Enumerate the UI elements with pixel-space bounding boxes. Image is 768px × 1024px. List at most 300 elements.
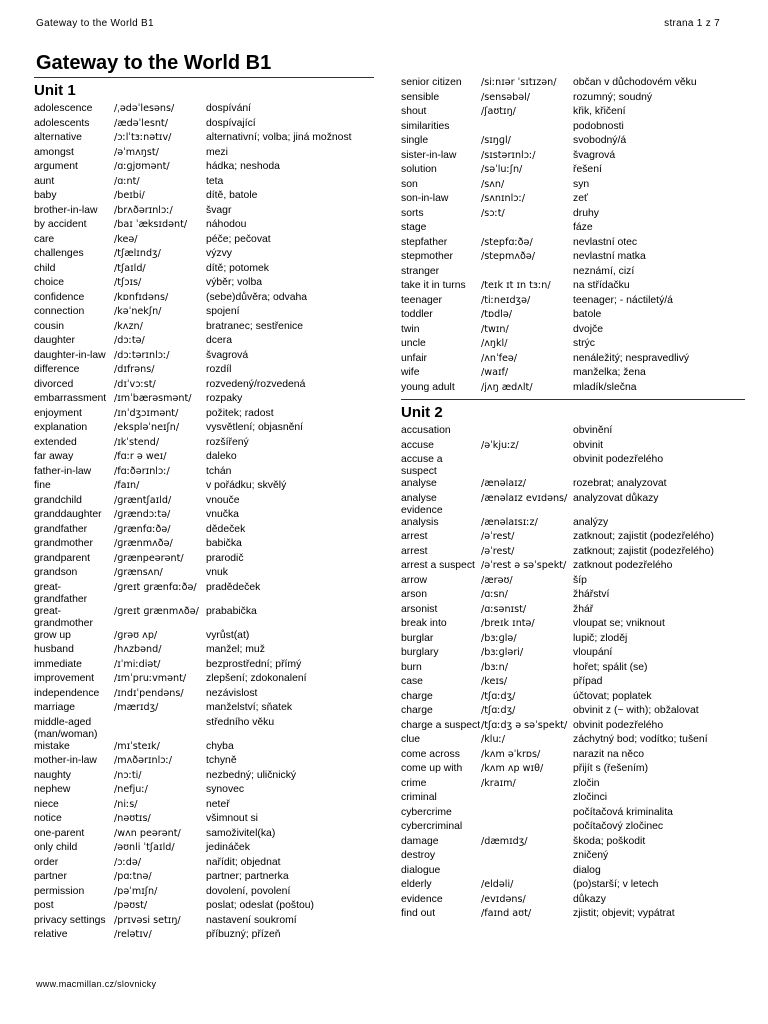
czech-meaning: požitek; radost	[206, 407, 274, 419]
vocabulary-entry	[401, 589, 745, 604]
pronunciation: /prɪvəsi setɪŋ/	[114, 914, 181, 926]
pronunciation: /kɒnfɪdəns/	[114, 291, 169, 303]
vocabulary-entry	[401, 324, 745, 339]
vocabulary-word: explanation	[34, 422, 88, 433]
vocabulary-entry	[401, 106, 745, 121]
pronunciation: /ɪndɪˈpendəns/	[114, 687, 184, 699]
pronunciation: /tʃɑːdʒ ə səˈspekt/	[481, 719, 568, 731]
czech-meaning: dědeček	[206, 523, 246, 535]
czech-meaning: švagr	[206, 204, 232, 216]
vocabulary-word: accusation	[401, 425, 451, 436]
vocabulary-word: grandparent	[34, 552, 91, 564]
vocabulary-entry	[34, 480, 374, 495]
pronunciation: /mærɪdʒ/	[114, 702, 159, 713]
vocabulary-word: argument	[34, 161, 78, 172]
pronunciation: /ɑːɡjʊmənt/	[114, 161, 170, 172]
vocabulary-entry	[34, 871, 374, 886]
vocabulary-entry	[401, 763, 745, 778]
pronunciation: /ekspləˈneɪʃn/	[114, 422, 180, 433]
czech-meaning: strýc	[573, 338, 595, 349]
vocabulary-word: charge	[401, 690, 433, 702]
vocabulary-entry	[34, 606, 374, 630]
vocabulary-word: father-in-law	[34, 465, 92, 477]
pronunciation: /ɑːnt/	[114, 175, 140, 187]
czech-meaning: dialog	[573, 864, 601, 876]
vocabulary-entry	[34, 886, 374, 901]
czech-meaning: teenager; - náctiletý/á	[573, 294, 673, 306]
vocabulary-entry	[401, 749, 745, 764]
vocabulary-entry	[34, 842, 374, 857]
czech-meaning: nevlastní otec	[573, 236, 638, 248]
vocabulary-word: fine	[34, 480, 51, 491]
vocabulary-word: sorts	[401, 207, 424, 219]
vocabulary-entry	[401, 720, 745, 735]
vocabulary-entry	[34, 538, 374, 553]
pronunciation: /sɔːt/	[481, 207, 505, 219]
pronunciation: /dɔːtə/	[114, 335, 145, 346]
vocabulary-word: challenges	[34, 248, 84, 259]
czech-meaning: náhodou	[206, 219, 247, 230]
pronunciation: /nəʊtɪs/	[114, 813, 151, 824]
vocabulary-word: stranger	[401, 265, 440, 277]
vocabulary-word: nephew	[34, 784, 71, 795]
pronunciation: /tʃaɪld/	[114, 262, 146, 274]
pronunciation: /tʃælɪndʒ/	[114, 248, 161, 259]
czech-meaning: manželství; sňatek	[206, 702, 293, 713]
vocabulary-word: grow up	[34, 629, 71, 641]
vocabulary-word: find out	[401, 908, 436, 919]
vocabulary-word: only child	[34, 842, 78, 853]
vocabulary-entry	[34, 451, 374, 466]
vocabulary-entry	[34, 929, 374, 944]
pronunciation: /əˈkjuːz/	[481, 439, 519, 451]
vocabulary-entry	[34, 755, 374, 770]
vocabulary-word: immediate	[34, 658, 82, 670]
vocabulary-entry	[401, 164, 745, 179]
vocabulary-entry	[34, 524, 374, 539]
vocabulary-entry	[34, 205, 374, 220]
vocabulary-word: far away	[34, 451, 74, 462]
czech-meaning: (sebe)důvěra; odvaha	[206, 291, 308, 303]
czech-meaning: obvinit podezřelého	[573, 454, 664, 465]
vocabulary-entry	[401, 792, 745, 807]
vocabulary-word: burglary	[401, 647, 439, 658]
czech-meaning: rozdíl	[206, 364, 232, 375]
czech-meaning: záchytný bod; vodítko; tušení	[573, 734, 708, 745]
pronunciation: /stepmʌðə/	[481, 251, 536, 262]
czech-meaning: vnuk	[206, 567, 228, 578]
vocabulary-word: cybercriminal	[401, 821, 463, 832]
vocabulary-entry	[34, 292, 374, 307]
vocabulary-entry	[401, 222, 745, 237]
vocabulary-entry	[401, 618, 745, 633]
pronunciation: /faɪn/	[114, 480, 140, 491]
vocabulary-word: grandmother	[34, 538, 93, 549]
pronunciation: /ɡreɪt ɡrænfɑːðə/	[114, 581, 197, 593]
pronunciation: /mʌðərɪnlɔː/	[114, 755, 173, 766]
czech-meaning: mladík/slečna	[573, 381, 637, 393]
vocabulary-entry	[34, 857, 374, 872]
czech-meaning: přijít s (řešením)	[573, 763, 649, 774]
pronunciation: /twɪn/	[481, 323, 509, 335]
czech-meaning: bratranec; sestřenice	[206, 320, 304, 332]
vocabulary-word: burn	[401, 661, 422, 673]
czech-meaning: bezprostřední; přímý	[206, 658, 302, 670]
pronunciation: /baɪ ˈæksɪdənt/	[114, 219, 188, 230]
pronunciation: /dɔːtərɪnlɔː/	[114, 349, 170, 361]
vocabulary-entry	[34, 466, 374, 481]
pronunciation: /tiːneɪdʒə/	[481, 294, 531, 306]
czech-meaning: partner; partnerka	[206, 871, 289, 882]
czech-meaning: neznámí, cizí	[573, 265, 635, 277]
czech-meaning: řešení	[573, 164, 602, 175]
vocabulary-entry	[34, 176, 374, 191]
vocabulary-entry	[34, 741, 374, 756]
vocabulary-word: arrest	[401, 531, 428, 542]
czech-meaning: obvinit	[573, 439, 604, 451]
czech-meaning: počítačová kriminalita	[573, 806, 673, 818]
czech-meaning: důkazy	[573, 893, 606, 905]
vocabulary-entry	[401, 440, 745, 455]
czech-meaning: rozšířený	[206, 436, 249, 448]
vocabulary-entry	[34, 248, 374, 263]
czech-meaning: jedináček	[206, 842, 250, 853]
czech-meaning: manželka; žena	[573, 367, 646, 378]
czech-meaning: poslat; odeslat (poštou)	[206, 900, 315, 911]
czech-meaning: synovec	[206, 784, 245, 795]
vocabulary-word: great-grandmother	[34, 605, 93, 629]
pronunciation: /ænəlaɪz/	[481, 478, 527, 489]
vocabulary-entry	[34, 408, 374, 423]
czech-meaning: obvinit podezřelého	[573, 719, 664, 731]
vocabulary-entry	[34, 437, 374, 452]
pronunciation: /ɡrænfɑːðə/	[114, 523, 171, 535]
vocabulary-entry	[401, 367, 745, 382]
vocabulary-word: charge	[401, 705, 433, 716]
vocabulary-entry	[401, 493, 745, 517]
vocabulary-entry	[34, 567, 374, 582]
vocabulary-word: evidence	[401, 893, 443, 905]
czech-meaning: počítačový zločinec	[573, 821, 664, 832]
vocabulary-word: toddler	[401, 309, 433, 320]
czech-meaning: obvinění	[573, 425, 613, 436]
footer-url[interactable]: www.macmillan.cz/slovnicky	[36, 979, 157, 989]
pronunciation: /pəˈmɪʃn/	[114, 885, 158, 897]
vocabulary-entry	[34, 582, 374, 606]
vocabulary-entry	[401, 280, 745, 295]
czech-meaning: vnouče	[206, 494, 240, 506]
vocabulary-entry	[34, 630, 374, 645]
pronunciation: /nefjuː/	[114, 784, 148, 795]
czech-meaning: pradědeček	[206, 581, 261, 593]
czech-meaning: škoda; poškodit	[573, 835, 646, 847]
unit-heading: Unit 1	[34, 77, 374, 102]
vocabulary-entry	[401, 633, 745, 648]
vocabulary-word: accuse	[401, 439, 434, 451]
czech-meaning: zatknout; zajistit (podezřelého)	[573, 531, 714, 542]
vocabulary-entry	[401, 135, 745, 150]
vocabulary-entry	[34, 161, 374, 176]
vocabulary-entry	[401, 338, 745, 353]
vocabulary-word: crime	[401, 777, 427, 789]
vocabulary-entry	[401, 676, 745, 691]
vocabulary-word: unfair	[401, 352, 427, 364]
pronunciation: /keə/	[114, 233, 138, 245]
pronunciation: /ænəlaɪsɪːz/	[481, 516, 538, 528]
vocabulary-entry	[401, 850, 745, 865]
vocabulary-entry	[401, 237, 745, 252]
czech-meaning: spojení	[206, 306, 240, 317]
vocabulary-word: granddaughter	[34, 509, 102, 520]
pronunciation: /ʌnˈfeə/	[481, 352, 518, 364]
pronunciation: /fɑːr ə weɪ/	[114, 451, 167, 462]
vocabulary-entry	[401, 478, 745, 493]
czech-meaning: zjistit; objevit; vypátrat	[573, 908, 675, 919]
vocabulary-word: marriage	[34, 702, 75, 713]
vocabulary-entry	[401, 575, 745, 590]
czech-meaning: vloupat se; vniknout	[573, 618, 665, 629]
vocabulary-word: accuse a suspect	[401, 454, 443, 477]
czech-meaning: vyrůst(at)	[206, 629, 250, 641]
vocabulary-word: wife	[401, 367, 420, 378]
vocabulary-word: naughty	[34, 769, 71, 781]
czech-meaning: analyzovat důkazy	[573, 492, 659, 504]
vocabulary-word: mistake	[34, 740, 70, 752]
vocabulary-entry	[34, 234, 374, 249]
vocabulary-entry	[34, 659, 374, 674]
pronunciation: /bɜːɡləri/	[481, 647, 524, 658]
pronunciation: /wʌn peərənt/	[114, 827, 181, 839]
vocabulary-entry	[401, 734, 745, 749]
unit-heading: Unit 2	[401, 399, 745, 424]
czech-meaning: rozvedený/rozvedená	[206, 378, 306, 390]
czech-meaning: žhářství	[573, 589, 610, 600]
vocabulary-word: alternative	[34, 132, 82, 143]
pronunciation: /tʃɑːdʒ/	[481, 705, 516, 716]
czech-meaning: (po)starší; v letech	[573, 879, 659, 890]
vocabulary-word: arsonist	[401, 603, 438, 615]
vocabulary-entry	[34, 509, 374, 524]
czech-meaning: dítě; potomek	[206, 262, 269, 274]
pronunciation: /ɡrændɔːtə/	[114, 509, 171, 520]
vocabulary-word: independence	[34, 687, 100, 699]
vocabulary-word: adolescents	[34, 117, 90, 129]
pronunciation: /ænəlaɪz evɪdəns/	[481, 492, 568, 504]
czech-meaning: rozpaky	[206, 393, 243, 404]
vocabulary-word: teenager	[401, 294, 443, 306]
vocabulary-entry	[34, 688, 374, 703]
czech-meaning: nezávislost	[206, 687, 258, 699]
vocabulary-word: permission	[34, 885, 85, 897]
vocabulary-entry	[34, 799, 374, 814]
vocabulary-word: brother-in-law	[34, 204, 98, 216]
vocabulary-entry	[401, 778, 745, 793]
czech-meaning: mezi	[206, 146, 228, 158]
vocabulary-entry	[401, 807, 745, 822]
vocabulary-word: cybercrime	[401, 806, 452, 818]
czech-meaning: případ	[573, 676, 603, 687]
vocabulary-word: stepmother	[401, 251, 453, 262]
pronunciation: /niːs/	[114, 798, 138, 810]
czech-meaning: hádka; neshoda	[206, 161, 280, 172]
vocabulary-word: improvement	[34, 673, 95, 684]
pronunciation: /ɔːdə/	[114, 856, 141, 868]
czech-meaning: zničený	[573, 850, 609, 861]
czech-meaning: rozumný; soudný	[573, 91, 653, 103]
czech-meaning: dovolení, povolení	[206, 885, 291, 897]
vocabulary-entry	[34, 379, 374, 394]
pronunciation: /pɑːtnə/	[114, 871, 152, 882]
pronunciation: /stepfɑːðə/	[481, 236, 533, 248]
pronunciation: /ʌŋkl/	[481, 338, 508, 349]
vocabulary-entry	[401, 121, 745, 136]
pronunciation: /nɔːti/	[114, 769, 142, 781]
vocabulary-entry	[34, 915, 374, 930]
vocabulary-word: partner	[34, 871, 67, 882]
pronunciation: /kʌzn/	[114, 320, 143, 332]
vocabulary-entry	[401, 604, 745, 619]
vocabulary-word: extended	[34, 436, 77, 448]
vocabulary-word: destroy	[401, 850, 436, 861]
czech-meaning: švagrová	[573, 149, 616, 161]
czech-meaning: středního věku	[206, 716, 275, 728]
vocabulary-entry	[34, 350, 374, 365]
pronunciation: /sʌn/	[481, 178, 505, 190]
vocabulary-word: stepfather	[401, 236, 448, 248]
vocabulary-entry	[401, 647, 745, 662]
vocabulary-word: care	[34, 233, 55, 245]
czech-meaning: samoživitel(ka)	[206, 827, 276, 839]
czech-meaning: alternativní; volba; jiná možnost	[206, 132, 352, 143]
czech-meaning: vnučka	[206, 509, 239, 520]
vocabulary-entry	[401, 77, 745, 92]
czech-meaning: tchyně	[206, 755, 237, 766]
czech-meaning: příbuzný; přízeň	[206, 929, 281, 940]
vocabulary-word: case	[401, 676, 423, 687]
vocabulary-entry	[34, 321, 374, 336]
pronunciation: /ɪˈmiːdiət/	[114, 658, 161, 670]
vocabulary-entry	[401, 382, 745, 397]
vocabulary-word: daughter-in-law	[34, 349, 106, 361]
pronunciation: /ɔːlˈtɜːnətɪv/	[114, 132, 172, 143]
czech-meaning: všimnout si	[206, 813, 258, 824]
czech-meaning: babička	[206, 538, 242, 549]
vocabulary-entry	[401, 266, 745, 281]
vocabulary-word: analyse evidence	[401, 492, 443, 516]
vocabulary-entry	[34, 770, 374, 785]
vocabulary-entry	[401, 821, 745, 836]
pronunciation: /beɪbi/	[114, 190, 145, 201]
pronunciation: /tɒdlə/	[481, 309, 512, 320]
vocabulary-word: niece	[34, 798, 59, 810]
pronunciation: /jʌŋ ædʌlt/	[481, 381, 533, 393]
czech-meaning: výběr; volba	[206, 277, 263, 288]
vocabulary-word: twin	[401, 323, 420, 335]
pronunciation: /əʊnli ˈtʃaɪld/	[114, 842, 175, 853]
vocabulary-entry	[401, 179, 745, 194]
czech-meaning: zatknout; zajistit (podezřelého)	[573, 545, 714, 557]
czech-meaning: svobodný/á	[573, 135, 627, 146]
vocabulary-word: child	[34, 262, 56, 274]
vocabulary-entry	[401, 879, 745, 894]
czech-meaning: narazit na něco	[573, 748, 645, 760]
vocabulary-word: similarities	[401, 120, 450, 132]
vocabulary-word: divorced	[34, 378, 74, 390]
pronunciation: /ɑːsn/	[481, 589, 508, 600]
vocabulary-column-right	[401, 77, 745, 923]
czech-meaning: zločin	[573, 777, 600, 789]
vocabulary-entry	[34, 644, 374, 659]
czech-meaning: fáze	[573, 222, 593, 233]
czech-meaning: nařídit; objednat	[206, 856, 281, 868]
czech-meaning: manžel; muž	[206, 644, 265, 655]
vocabulary-entry	[401, 908, 745, 923]
vocabulary-word: stage	[401, 222, 427, 233]
vocabulary-entry	[401, 546, 745, 561]
vocabulary-entry	[34, 784, 374, 799]
vocabulary-word: sensible	[401, 91, 440, 103]
czech-meaning: výzvy	[206, 248, 232, 259]
vocabulary-entry	[34, 813, 374, 828]
vocabulary-entry	[34, 495, 374, 510]
vocabulary-word: grandson	[34, 567, 78, 578]
czech-meaning: dítě, batole	[206, 190, 258, 201]
page-title: Gateway to the World B1	[36, 52, 272, 74]
vocabulary-entry	[34, 702, 374, 717]
vocabulary-word: arrow	[401, 574, 427, 586]
vocabulary-word: choice	[34, 277, 65, 288]
vocabulary-word: privacy settings	[34, 914, 106, 926]
vocabulary-word: son-in-law	[401, 193, 449, 204]
vocabulary-column-left	[34, 77, 374, 944]
vocabulary-word: come across	[401, 748, 460, 760]
vocabulary-word: elderly	[401, 879, 432, 890]
vocabulary-entry	[401, 251, 745, 266]
vocabulary-word: come up with	[401, 763, 463, 774]
pronunciation: /kluː/	[481, 734, 505, 745]
vocabulary-entry	[34, 147, 374, 162]
pronunciation: /dæmɪdʒ/	[481, 835, 528, 847]
vocabulary-entry	[34, 190, 374, 205]
vocabulary-entry	[34, 219, 374, 234]
vocabulary-word: mother-in-law	[34, 755, 97, 766]
vocabulary-entry	[401, 662, 745, 677]
vocabulary-word: young adult	[401, 381, 455, 393]
pronunciation: /tʃɑːdʒ/	[481, 690, 516, 702]
pronunciation: /ˌədəˈlesəns/	[114, 103, 175, 114]
czech-meaning: nezbedný; uličnický	[206, 769, 297, 781]
pronunciation: /brʌðərɪnlɔː/	[114, 204, 173, 216]
vocabulary-entry	[401, 454, 745, 478]
vocabulary-word: single	[401, 135, 429, 146]
pronunciation: /sensəbəl/	[481, 91, 531, 103]
pronunciation: /teɪk ɪt ɪn tɜːn/	[481, 280, 551, 291]
czech-meaning: šíp	[573, 574, 587, 586]
pronunciation: /əˈmʌŋst/	[114, 146, 159, 158]
pronunciation: /hʌzbənd/	[114, 644, 162, 655]
vocabulary-entry	[401, 705, 745, 720]
czech-meaning: občan v důchodovém věku	[573, 77, 697, 88]
vocabulary-entry	[401, 208, 745, 223]
pronunciation: /kəˈnekʃn/	[114, 306, 162, 317]
vocabulary-entry	[401, 836, 745, 851]
pronunciation: /əˈrest/	[481, 545, 515, 557]
czech-meaning: prababička	[206, 605, 257, 617]
vocabulary-entry	[401, 865, 745, 880]
pronunciation: /kraɪm/	[481, 777, 516, 789]
czech-meaning: lupič; zloděj	[573, 632, 628, 644]
pronunciation: /ɪkˈstend/	[114, 436, 160, 448]
